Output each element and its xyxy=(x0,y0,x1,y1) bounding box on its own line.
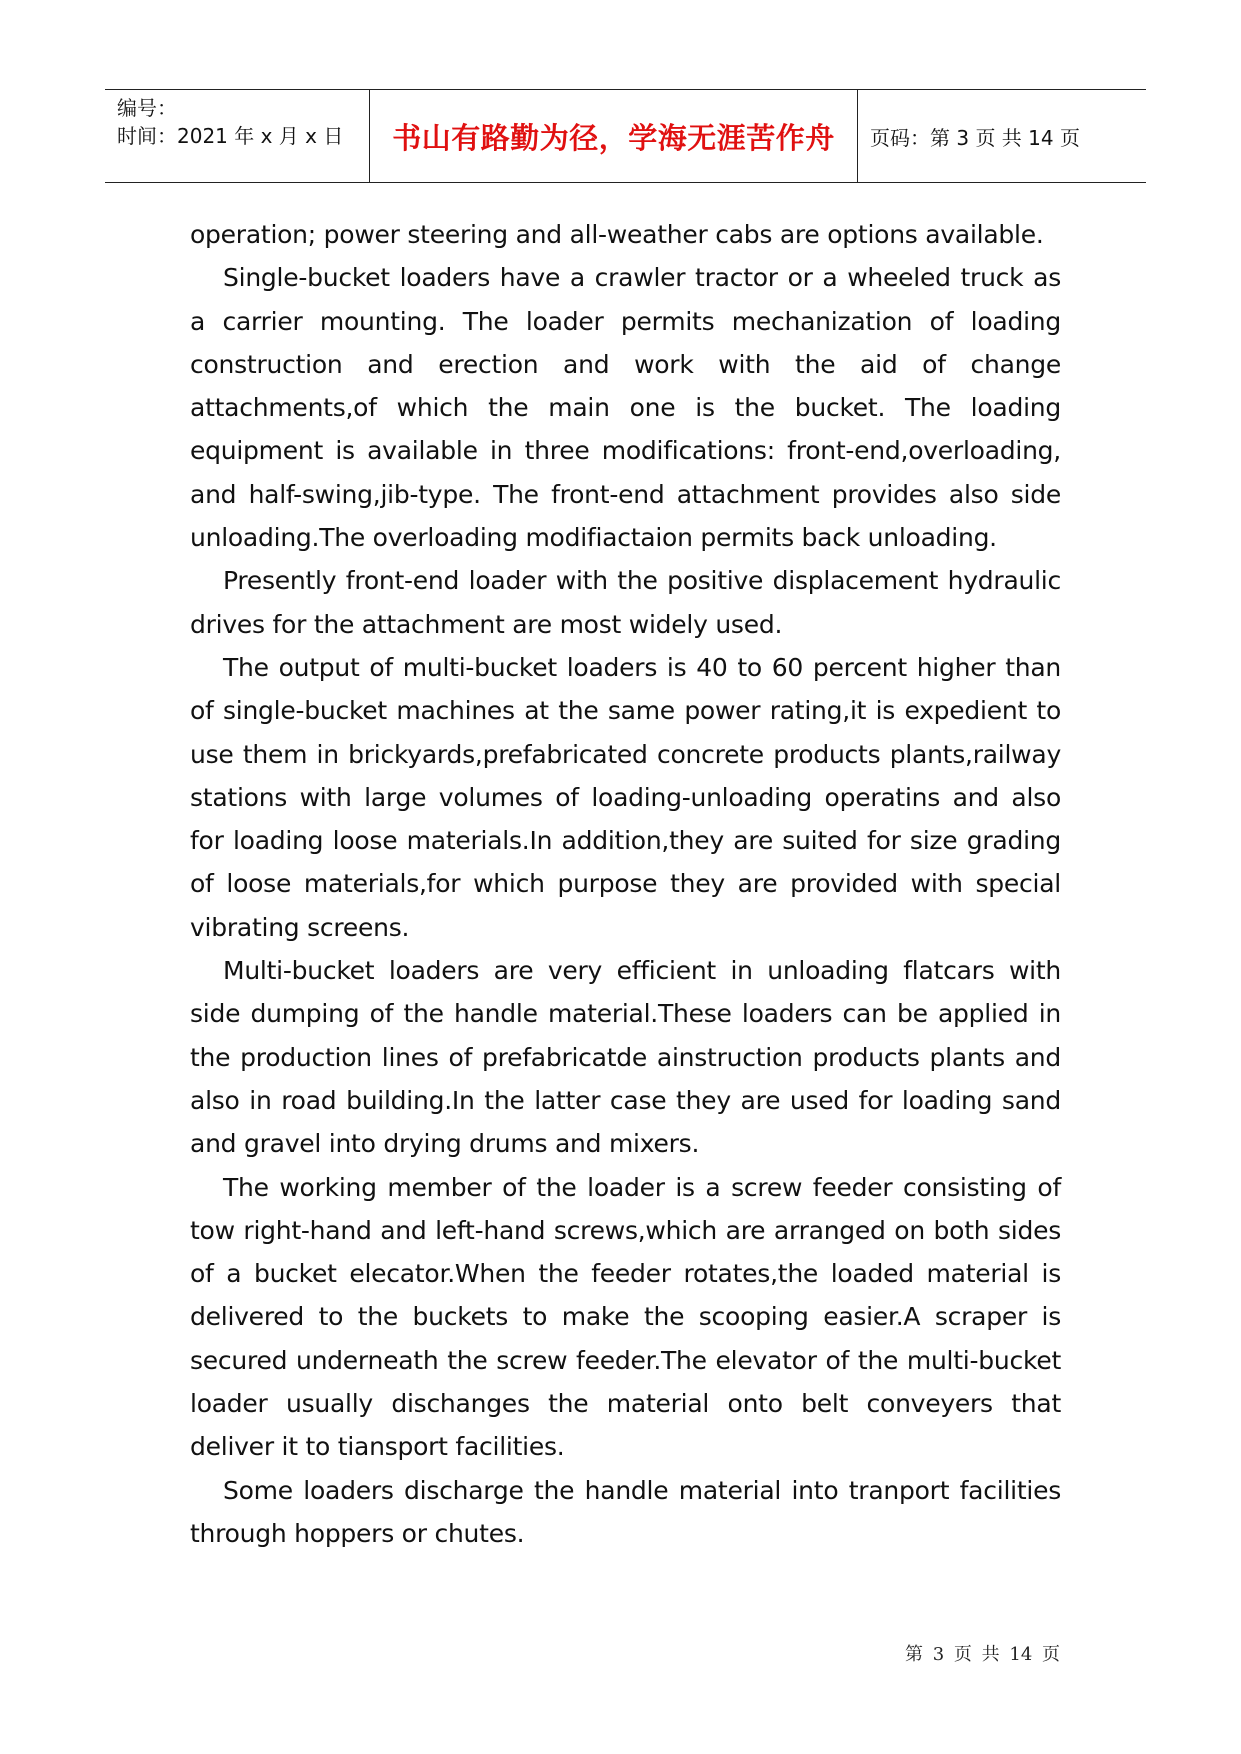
header-meta xyxy=(105,90,369,182)
header-page-info: 页码：第 3 页 共 14 页 xyxy=(870,125,1080,150)
document-header xyxy=(105,89,1146,183)
paragraph: Multi-bucket loaders are very efficient in unloading flatcars with side dumping of the handle material.These loaders can be applied in the production lines of prefabricatde ainstruction products plants and also in road building.In the latter case they are used for loading sand and gravel into drying drums and mixers. xyxy=(190,956,1061,1159)
document-date: 时间：2021 年 x 月 x 日 xyxy=(117,124,344,148)
header-motto: 书山有路勤为径，学海无涯苦作舟 xyxy=(369,90,858,182)
paragraph: Some loaders discharge the handle material into tranport facilities through hoppers or chutes. xyxy=(190,1475,1061,1548)
paragraph: The working member of the loader is a screw feeder consisting of tow right-hand and left-hand screws,which are arranged on both sides of a bucket elecator.When the feeder rotates,the loaded material is delivered to the buckets to make the scooping easier.A scraper is secured underneath the screw feeder.The elevator of the multi-bucket loader usually dischanges the material onto belt conveyers that deliver it to tiansport facilities. xyxy=(190,1172,1061,1462)
paragraph-continuation: operation; power steering and all-weather cabs are options available. xyxy=(190,220,1044,249)
page-footer: 第 3 页 共 14 页 xyxy=(905,1644,1060,1665)
paragraph: Single-bucket loaders have a crawler tractor or a wheeled truck as a carrier mounting. The loader permits mechanization of loading construction and erection and work with the aid of change attachments,of which the main one is the bucket. The loading equipment is available in three modifications: front-end,overloading, and half-swing,jib-type. The front-end attachment provides also side unloading.The overloading modifiactaion permits back unloading. xyxy=(190,263,1061,553)
paragraph: The output of multi-bucket loaders is 40 to 60 percent higher than of single-bucket machines at the same power rating,it is expedient to use them in brickyards,prefabricated concrete products plants,railway stations with large volumes of loading-unloading operatins and also for loading loose materials.In addition,they are suited for size grading of loose materials,for which purpose they are provided with special vibrating screens. xyxy=(190,652,1061,942)
paragraph: Presently front-end loader with the positive displacement hydraulic drives for the attachment are most widely used. xyxy=(190,566,1061,639)
document-body xyxy=(190,213,1061,1555)
document-number-label: 编号： xyxy=(117,96,177,120)
